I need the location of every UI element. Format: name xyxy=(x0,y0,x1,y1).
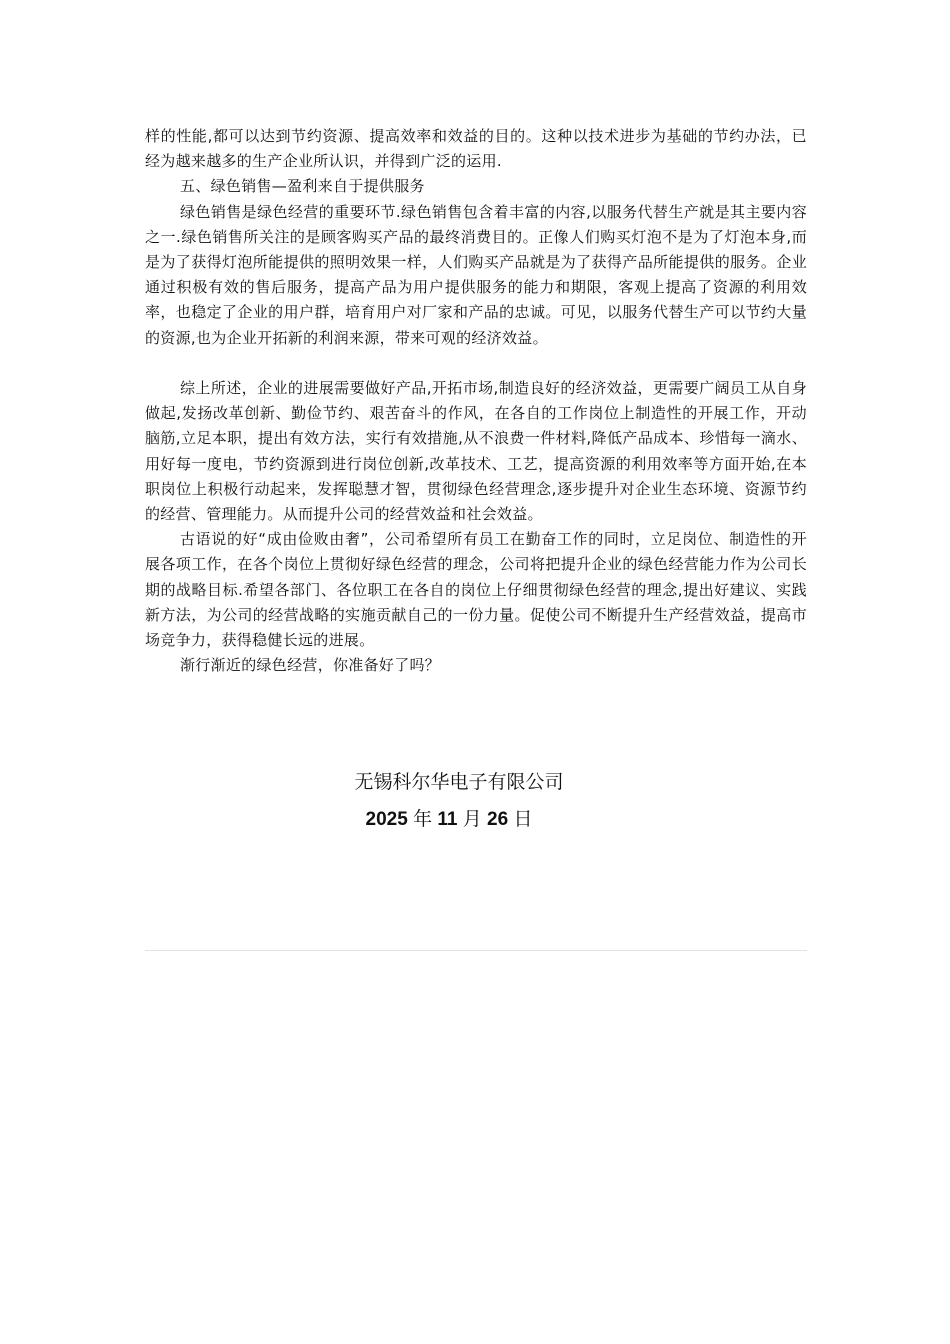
document-body xyxy=(145,124,807,678)
paragraph-green-sales: 绿色销售是绿色经营的重要环节.绿色销售包含着丰富的内容,以服务代替生产就是其主要内容之一.绿色销售所关注的是顾客购买产品的最终消费目的。正像人们购买灯泡不是为了灯泡本身,而是为了获得灯泡所能提供的照明效果一样，人们购买产品就是为了获得产品所能提供的服务。企业通过积极有效的售后服务，提高产品为用户提供服务的能力和期限，客观上提高了资源的利用效率，也稳定了企业的用户群，培育用户对厂家和产品的忠诚。可见，以服务代替生产可以节约大量的资源,也为企业开拓新的利润来源，带来可观的经济效益。 xyxy=(145,202,807,347)
section-heading-green-sales: 五、绿色销售—盈利来自于提供服务 xyxy=(180,177,425,196)
date-month: 11 xyxy=(437,809,458,830)
date-month-unit: 月 xyxy=(462,808,482,830)
signature-date xyxy=(118,805,780,834)
paragraph-closing-question: 渐行渐近的绿色经营，你准备好了吗？ xyxy=(180,656,441,675)
date-day-unit: 日 xyxy=(513,808,533,830)
blank-line xyxy=(145,351,807,376)
paragraph-proverb: 古语说的好“成由俭败由奢”，公司希望所有员工在勤奋工作的同时，立足岗位、制造性的开展各项工作，在各个岗位上贯彻好绿色经营的理念，公司将把提升企业的绿色经营能力作为公司长期的战略目标.希望各部门、各位职工在各自的岗位上仔细贯彻绿色经营的理念,提出好建议、实践新方法，为公司的经营战略的实施贡献自己的一份力量。促使公司不断提升生产经营效益，提高市场竞争力，获得稳健长远的进展。 xyxy=(145,530,807,650)
paragraph-summary: 综上所述，企业的进展需要做好产品,开拓市场,制造良好的经济效益，更需要广阔员工从自身做起,发扬改革创新、勤俭节约、艰苦奋斗的作风，在各自的工作岗位上制造性的开展工作，开动脑筋,立足本职，提出有效方法，实行有效措施,从不浪费一件材料,降低产品成本、珍惜每一滴水、用好每一度电，节约资源到进行岗位创新,改革技术、工艺，提高资源的利用效率等方面开始,在本职岗位上积极行动起来，发挥聪慧才智，贯彻绿色经营理念,逐步提升对企业生态环境、资源节约的经营、管理能力。从而提升公司的经营效益和社会效益。 xyxy=(145,379,807,524)
page-divider xyxy=(145,950,807,951)
signature-company: 无锡科尔华电子有限公司 xyxy=(354,771,564,793)
paragraph-intro-continuation: 样的性能,都可以达到节约资源、提高效率和效益的目的。这种以技术进步为基础的节约办法，已经为越来越多的生产企业所认识，并得到广泛的运用. xyxy=(145,127,807,171)
date-day: 26 xyxy=(487,809,509,830)
date-year: 2025 xyxy=(365,809,408,830)
date-year-unit: 年 xyxy=(413,808,433,830)
